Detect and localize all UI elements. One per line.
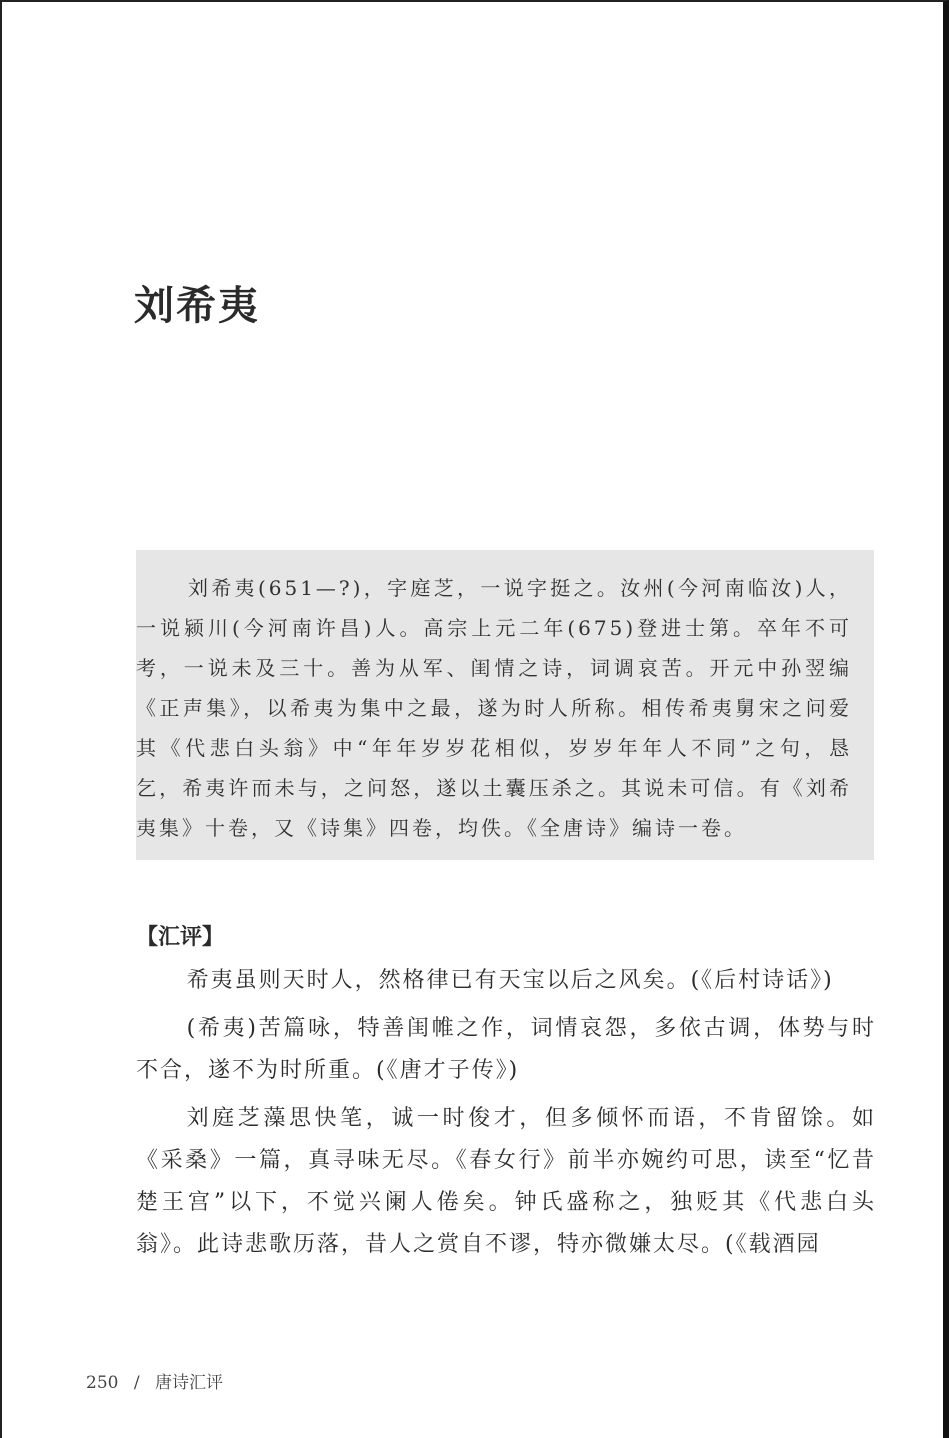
page-title: 刘希夷 (134, 283, 260, 329)
footer-separator: / (133, 1373, 140, 1393)
comment-paragraph: (希夷)苦篇咏，特善闺帷之作，词情哀怨，多依古调，体势与时不合，遂不为时所重。(《唐才子传》) (136, 1016, 876, 1083)
page-footer (86, 1368, 223, 1393)
comment-paragraph: 希夷虽则天时人，然格律已有天宝以后之风矣。(《后村诗话》) (186, 968, 834, 993)
author-biography: 刘希夷(651—?)，字庭芝，一说字挺之。汝州(今河南临汝)人，一说颍川(今河南许昌)人。高宗上元二年(675)登进士第。卒年不可考，一说未及三十。善为从军、闺情之诗，词调哀苦。开元中孙翌编《正声集》，以希夷为集中之最，遂为时人所称。相传希夷舅宋之问爱其《代悲白头翁》中“年年岁岁花相似，岁岁年年人不同”之句，恳乞，希夷许而未与，之问怒，遂以土囊压杀之。其说未可信。有《刘希夷集》十卷，又《诗集》四卷，均佚。《全唐诗》编诗一卷。 (136, 576, 852, 840)
comments-list (136, 960, 876, 1272)
comment-paragraph: 刘庭芝藻思快笔，诚一时俊才，但多倾怀而语，不肯留馀。如《采桑》一篇，真寻味无尽。《春女行》前半亦婉约可思，读至“忆昔楚王宫”以下，不觉兴阑人倦矣。钟氏盛称之，独贬其《代悲白头翁》。此诗悲歌历落，昔人之赏自不谬，特亦微嫌太尽。(《载酒园 (136, 1106, 876, 1257)
page-number: 250 (86, 1373, 119, 1393)
book-title: 唐诗汇评 (155, 1373, 223, 1393)
section-heading: 【汇评】 (136, 924, 225, 950)
